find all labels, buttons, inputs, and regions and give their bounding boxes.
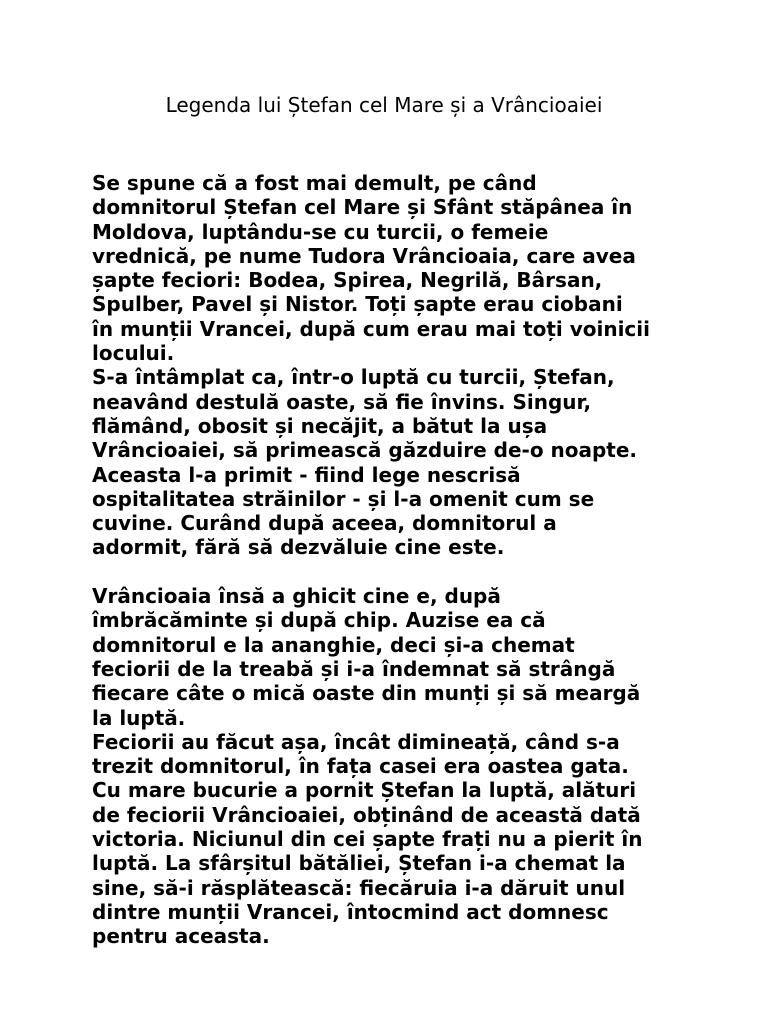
text-line: Vrâncioaiei, să primească găzduire de-o noapte. bbox=[92, 438, 638, 463]
text-line: Moldova, luptându-se cu turcii, o femeie bbox=[92, 219, 549, 244]
text-line: sine, să-i răsplătească: fiecăruia i-a dăruit unul bbox=[92, 875, 626, 900]
text-line: fiecare câte o mică oaste din munți și să meargă bbox=[92, 681, 641, 706]
text-line: Se spune că a fost mai demult, pe când bbox=[92, 171, 537, 195]
text-line: Spulber, Pavel și Nistor. Toți șapte erau ciobani bbox=[92, 292, 623, 317]
text-line: pentru aceasta. bbox=[92, 924, 270, 949]
text-line: trezit domnitorul, în fața casei era oastea gata. bbox=[92, 754, 629, 779]
text-line: dintre munții Vrancei, întocmind act domnesc bbox=[92, 899, 609, 924]
text-line: cuvine. Curând după aceea, domnitorul a bbox=[92, 511, 557, 536]
text-line: la luptă. bbox=[92, 705, 186, 730]
paragraph-1 bbox=[92, 171, 712, 560]
text-line: S-a întâmplat ca, într-o luptă cu turcii, Ștefan, bbox=[92, 365, 615, 390]
text-line: vrednică, pe nume Tudora Vrâncioaia, care avea bbox=[92, 243, 636, 268]
text-line: de feciorii Vrâncioaiei, obținând de această dată bbox=[92, 802, 641, 827]
text-line: Vrâncioaia însă a ghicit cine e, după bbox=[92, 584, 501, 609]
text-line: șapte feciori: Bodea, Spirea, Negrilă, Bârsan, bbox=[92, 268, 603, 293]
paragraph-2 bbox=[92, 584, 712, 948]
text-line: Feciorii au făcut așa, încât dimineață, când s-a bbox=[92, 729, 620, 754]
text-line: domnitorul Ștefan cel Mare și Sfânt stăpânea în bbox=[92, 195, 633, 220]
document-body bbox=[92, 171, 712, 949]
text-line: domnitorul e la ananghie, deci și-a chemat bbox=[92, 632, 575, 657]
text-line: feciorii de la treabă și i-a îndemnat să strângă bbox=[92, 656, 616, 681]
text-line: în munții Vrancei, după cum erau mai toți voinicii bbox=[92, 316, 650, 341]
text-line: victoria. Niciunul din cei șapte frați nu a pierit în bbox=[92, 827, 643, 852]
paragraph-spacer bbox=[92, 560, 712, 584]
text-line: luptă. La sfârșitul bătăliei, Ștefan i-a chemat la bbox=[92, 851, 626, 876]
text-line: Aceasta l-a primit - fiind lege nescrisă bbox=[92, 462, 521, 487]
text-line: flămând, obosit și necăjit, a bătut la ușa bbox=[92, 413, 548, 438]
text-line: îmbrăcăminte și după chip. Auzise ea că bbox=[92, 608, 546, 633]
text-line: Cu mare bucurie a pornit Ștefan la luptă, alături bbox=[92, 778, 637, 803]
text-line: neavând destulă oaste, să fie învins. Singur, bbox=[92, 389, 592, 414]
document-title: Legenda lui Ștefan cel Mare și a Vrâncioaiei bbox=[165, 93, 603, 117]
text-line: ospitalitatea străinilor - și l-a omenit cum se bbox=[92, 486, 595, 511]
text-line: locului. bbox=[92, 341, 175, 366]
text-line: adormit, fără să dezvăluie cine este. bbox=[92, 535, 505, 560]
